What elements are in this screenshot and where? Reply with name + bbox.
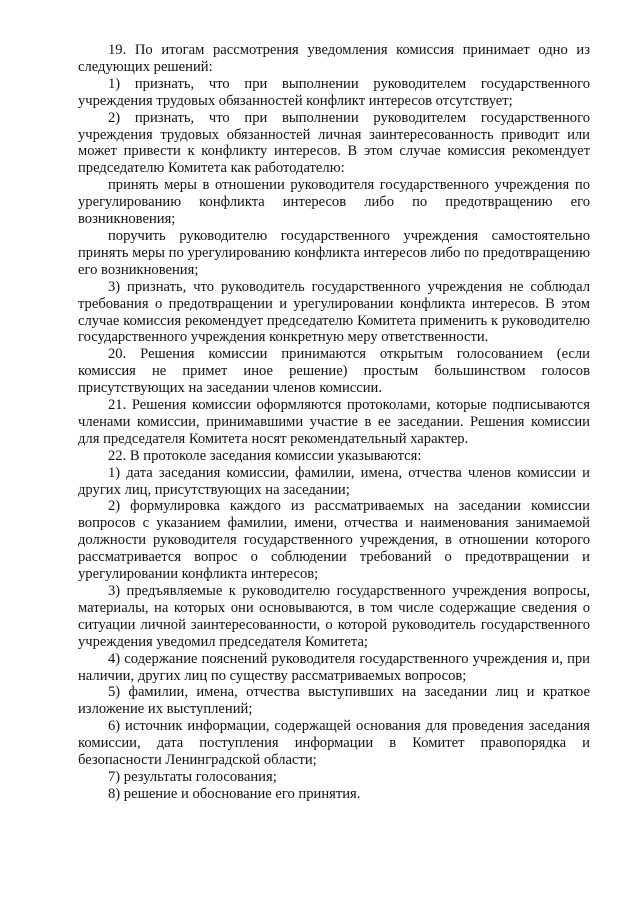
paragraph-19-item-2: 2) признать, что при выполнении руководителем государственного учреждения трудовых обязанностей личная заинтересованность приводит или может привести к конфликту интересов. В этом случае комиссия рекомендует председателю Комитета как работодателю: (78, 109, 590, 177)
paragraph-19-item-2-option-a: принять меры в отношении руководителя государственного учреждения по урегулированию конфликта интересов либо по предотвращению его возникновения; (78, 177, 590, 228)
paragraph-19-item-2-option-b: поручить руководителю государственного учреждения самостоятельно принять меры по урегулированию конфликта интересов либо по предотвращению его возникновения; (78, 227, 590, 278)
paragraph-19-item-1: 1) признать, что при выполнении руководителем государственного учреждения трудовых обязанностей конфликт интересов отсутствует; (78, 75, 590, 109)
paragraph-22-item-3: 3) предъявляемые к руководителю государственного учреждения вопросы, материалы, на которых они основываются, в том числе содержащие сведения о ситуации личной заинтересованности, о которой руководитель государственного учреждения уведомил председателя Комитета; (78, 583, 590, 650)
paragraph-22-item-1: 1) дата заседания комиссии, фамилии, имена, отчества членов комиссии и других лиц, присутствующих на заседании; (78, 464, 590, 498)
paragraph-21: 21. Решения комиссии оформляются протоколами, которые подписываются членами комиссии, принимавшими участие в ее заседании. Решения комиссии для председателя Комитета носят рекомендательный характер. (78, 397, 590, 447)
paragraph-19: 19. По итогам рассмотрения уведомления комиссия принимает одно из следующих решений: (78, 42, 590, 75)
paragraph-22-item-6: 6) источник информации, содержащей основания для проведения заседания комиссии, дата поступления информации в Комитет правопорядка и безопасности Ленинградской области; (78, 718, 590, 769)
paragraph-22-item-2: 2) формулировка каждого из рассматриваемых на заседании комиссии вопросов с указанием фамилии, имени, отчества и наименования занимаемой должности руководителя государственного учреждения, в отношении которого рассматривается вопрос о соблюдении требований о предотвращении и урегулировании конфликта интересов; (78, 498, 590, 583)
paragraph-20: 20. Решения комиссии принимаются открытым голосованием (если комиссия не примет иное решение) простым большинством голосов присутствующих на заседании членов комиссии. (78, 346, 590, 397)
paragraph-22-item-4: 4) содержание пояснений руководителя государственного учреждения и, при наличии, других лиц по существу рассматриваемых вопросов; (78, 650, 590, 684)
paragraph-22-item-8: 8) решение и обоснование его принятия. (108, 785, 361, 802)
paragraph-19-item-3: 3) признать, что руководитель государственного учреждения не соблюдал требования о предотвращении и урегулировании конфликта интересов. В этом случае комиссия рекомендует председателю Комитета применить к руководителю государственного учреждения конкретную меру ответственности. (78, 278, 590, 346)
paragraph-22-item-5: 5) фамилии, имена, отчества выступивших на заседании лиц и краткое изложение их выступлений; (78, 684, 590, 718)
paragraph-22-item-7: 7) результаты голосования; (108, 768, 277, 785)
paragraph-22: 22. В протоколе заседания комиссии указываются: (108, 447, 422, 464)
